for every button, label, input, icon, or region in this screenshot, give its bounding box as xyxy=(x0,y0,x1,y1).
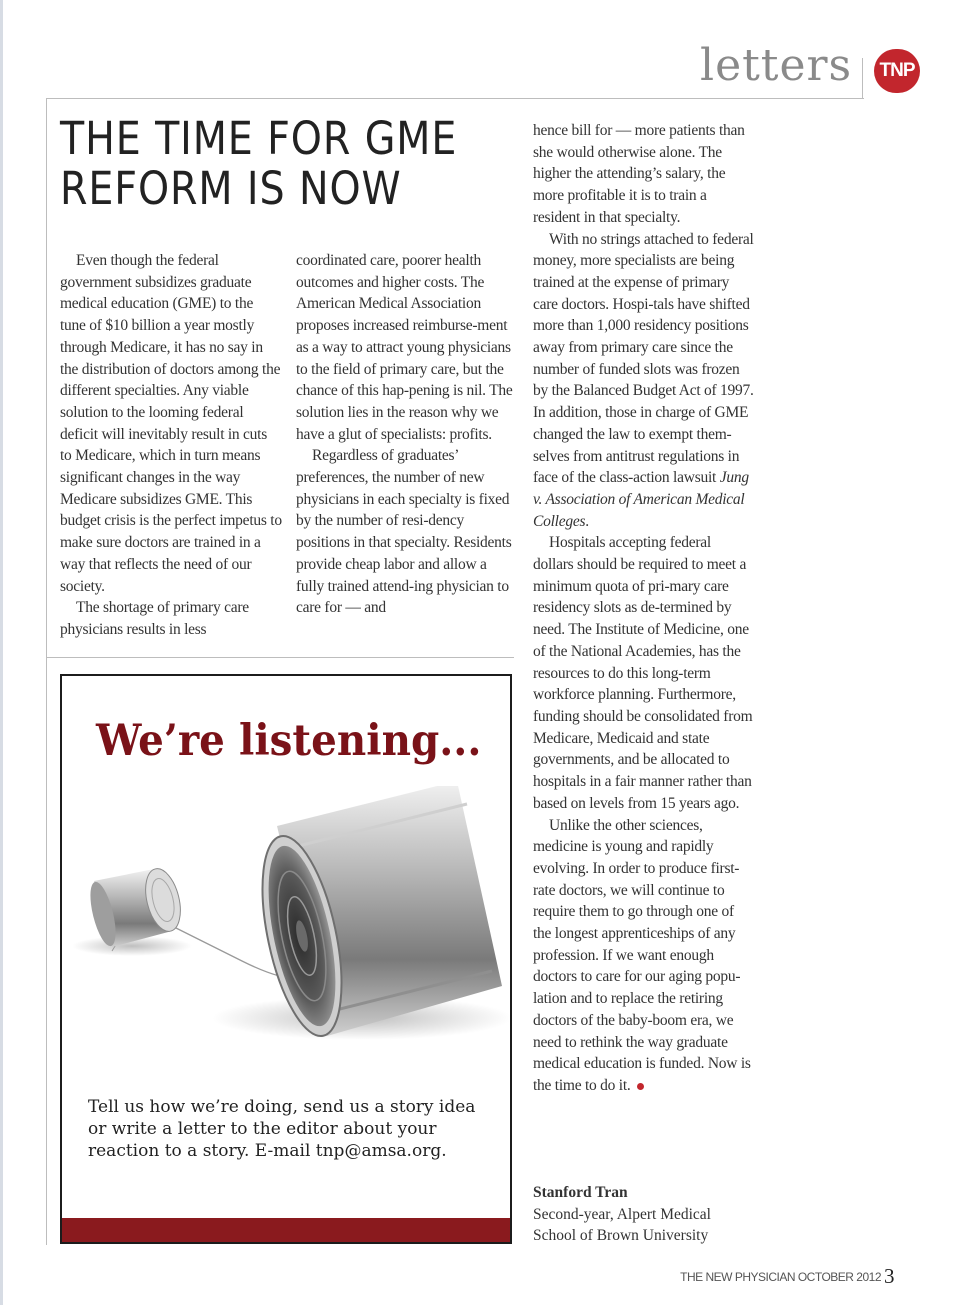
paragraph: coordinated care, poorer health outcomes and higher costs. The American Medical Association proposes increased reimburse-ment as a way to attract young physicians to the field of primary care, but the chance of this hap-pening is nil. The solution lies in the reason why we have a glut of specialists: profits. xyxy=(296,252,513,443)
header-divider xyxy=(862,58,863,98)
article-title-line2: REFORM IS NOW xyxy=(60,162,402,215)
page-footer xyxy=(650,1264,894,1289)
paragraph-text: . xyxy=(585,512,589,530)
author-name: Stanford Tran xyxy=(533,1184,628,1201)
article-column-2 xyxy=(296,250,518,619)
paragraph-text: Unlike the other sciences, medicine is young and rapidly evolving. In order to produce first-rate doctors, we will continue to require them to go through one of the longest apprenticeships of any profession. If we want enough doctors to care for our aging popu-lation and to replace the retiring doctors of the baby-boom era, we need to rethink the way graduate medical education is funded. Now is the time to do it. xyxy=(533,816,751,1094)
paragraph xyxy=(533,815,755,1097)
paragraph xyxy=(533,229,755,533)
article-column-3 xyxy=(533,120,755,1097)
author-affiliation-line1: Second-year, Alpert Medical xyxy=(533,1205,711,1223)
publication-info: THE NEW PHYSICIAN OCTOBER 2012 xyxy=(680,1270,881,1284)
ad-footer-bar xyxy=(62,1218,510,1242)
paragraph: Even though the federal government subsidizes graduate medical education (GME) to the tune of $10 billion a year mostly through Medicare, it has no say in the distribution of doctors among the different specialties. Any viable solution to the looming federal deficit will inevitably result in cuts to Medicare, which in turn means significant changes in the way Medicare subsidizes GME. This budget crisis is the perfect impetus to make sure doctors are trained in a way that reflects the need of our society. xyxy=(60,252,282,595)
article-column-1 xyxy=(60,250,282,641)
tnp-logo-badge: TNP xyxy=(874,49,920,93)
paragraph-text: With no strings attached to federal money, more specialists are being trained at the expense of primary care doctors. Hospi-tals have shifted more than 1,000 residency positions away from primary care since the number of funded slots was frozen by the Balanced Budget Act of 1997. In addition, those in charge of GME changed the law to exempt them-selves from antitrust regulations in face of the class-action lawsuit xyxy=(533,230,754,487)
author-signature xyxy=(533,1182,793,1247)
ad-body-line3: reaction to a story. E-mail tnp@amsa.org. xyxy=(88,1141,447,1161)
ad-body-line2: or write a letter to the editor about your xyxy=(88,1119,437,1139)
page-number: 3 xyxy=(884,1264,894,1288)
tin-can-telephone-icon xyxy=(62,786,510,1086)
author-affiliation-line2: School of Brown University xyxy=(533,1227,709,1245)
ad-body-line1: Tell us how we’re doing, send us a story idea xyxy=(88,1097,476,1117)
header-rule xyxy=(46,98,864,99)
page-edge xyxy=(0,0,3,1305)
ad-body xyxy=(88,1096,498,1162)
paragraph: Hospitals accepting federal dollars should be required to meet a minimum quota of pri-mary care residency slots as de-termined by need. The Institute of Medicine, one of the National Academies, has the resources to do this long-term workforce planning. Furthermore, funding should be consolidated from Medicare, Medicaid and state governments, and be allocated to hospitals in a fair manner rather than based on levels from 15 years ago. xyxy=(533,534,753,812)
paragraph: hence bill for — more patients than she would otherwise alone. The higher the attending’s salary, the more profitable it is to train a resident in that specialty. xyxy=(533,122,745,226)
end-mark-icon xyxy=(637,1083,644,1090)
ad-headline: We’re listening... xyxy=(96,716,482,766)
case-citation: Jung v. Association of American Medical Colleges xyxy=(533,469,749,530)
article-ad-divider xyxy=(46,657,514,658)
ad-box xyxy=(60,674,512,1244)
paragraph: The shortage of primary care physicians results in less xyxy=(60,599,249,638)
section-label: letters xyxy=(700,40,853,91)
article-title-line1: THE TIME FOR GME xyxy=(60,112,458,165)
left-column-rule xyxy=(46,98,47,1245)
article-title xyxy=(60,114,465,214)
paragraph: Regardless of graduates’ preferences, the number of new physicians in each specialty is fixed by the number of resi-dency positions in that specialty. Residents provide cheap labor and allow a fully trained attend-ing physician to care for — and xyxy=(296,447,512,617)
